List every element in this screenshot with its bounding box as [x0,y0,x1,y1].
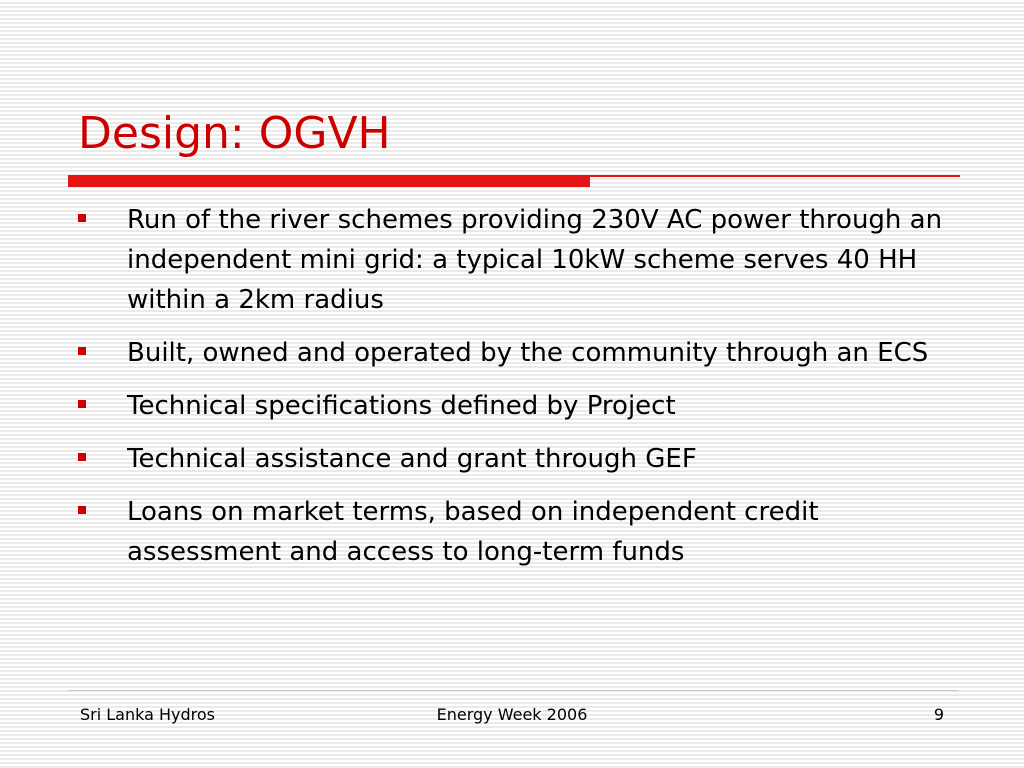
bullet-text: Technical assistance and grant through GEF [127,444,697,474]
bullet-text: Run of the river schemes providing 230V AC power through an independent mini grid: a typical 10kW scheme serves 40 HH within a 2km radius [127,205,943,315]
bullet-text: Built, owned and operated by the community through an ECS [127,338,929,368]
bullet-item [78,200,958,320]
title-underline-thick [68,175,590,187]
square-bullet-icon [78,214,86,222]
square-bullet-icon [78,506,86,514]
bullet-item [78,386,958,426]
footer-center-text: Energy Week 2006 [436,705,588,724]
bullet-item [78,333,958,373]
square-bullet-icon [78,453,86,461]
footer-left-text: Sri Lanka Hydros [80,705,216,724]
page-number: 9 [933,705,944,724]
bullet-text: Technical specifications defined by Project [127,391,676,421]
bullet-text: Loans on market terms, based on independent credit assessment and access to long-term funds [127,497,819,567]
bullet-list [78,200,958,585]
bullet-item [78,492,958,572]
footer-divider [68,690,958,691]
title-underline-thin [590,175,960,177]
slide-title: Design: OGVH [78,108,391,159]
bullet-item [78,439,958,479]
square-bullet-icon [78,400,86,408]
square-bullet-icon [78,347,86,355]
